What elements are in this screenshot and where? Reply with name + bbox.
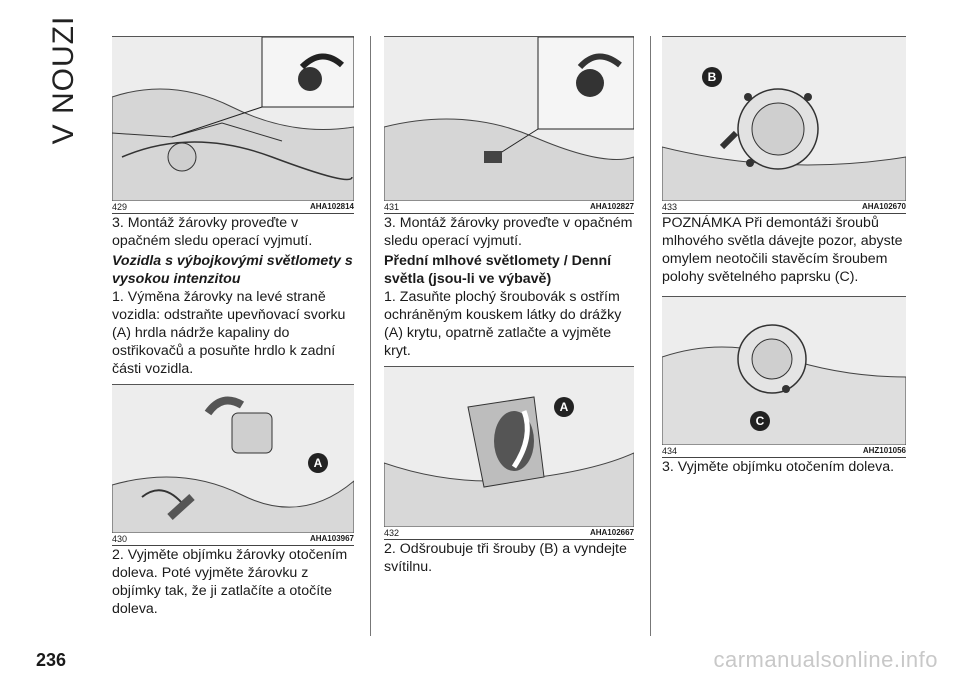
figure-431-illustration (384, 37, 634, 201)
column-divider (650, 36, 651, 636)
paragraph: 3. Vyjměte objímku otočením doleva. (662, 459, 895, 475)
section-heading: Vozidla s výbojkovými světlomety s vysokou intenzitou (112, 253, 353, 287)
paragraph: 1. Výměna žárovky na levé straně vozidla: odstraňte upevňovací svorku (A) hrdla nádrže kapaliny do ostřikovačů a posuňte hrdlo k zadní části vozidla. (112, 289, 346, 377)
column-3 (662, 36, 906, 476)
paragraph: POZNÁMKA Při demontáži šroubů mlhového světla dávejte pozor, abyste omylem neotočili stavěcím šroubem polohy světelného paprsku (C). (662, 215, 903, 285)
page-number: 236 (36, 650, 67, 670)
figure-430 (112, 384, 354, 546)
paragraph: 3. Montáž žárovky proveďte v opačném sledu operací vyjmutí. (112, 215, 313, 249)
figure-429 (112, 36, 354, 214)
paragraph: 2. Odšroubuje tři šrouby (B) a vyndejte svítilnu. (384, 541, 627, 575)
figure-432-illustration (384, 367, 634, 527)
figure-caption: 433 AHA102670 (662, 202, 906, 212)
figure-label-a: A (559, 400, 569, 414)
figure-caption: 431 AHA102827 (384, 202, 634, 212)
figure-434 (662, 296, 906, 458)
figure-430-illustration (112, 385, 354, 533)
section-title: V NOUZI (47, 15, 80, 145)
column-divider (370, 36, 371, 636)
figure-434-illustration (662, 297, 906, 445)
figure-432 (384, 366, 634, 540)
section-heading: Přední mlhové světlomety / Denní světla (jsou-li ve výbavě) (384, 253, 612, 287)
paragraph: 3. Montáž žárovky proveďte v opačném sledu operací vyjmutí. (384, 215, 633, 249)
figure-caption: 429 AHA102814 (112, 202, 354, 212)
figure-433-illustration (662, 37, 906, 201)
column-1 (112, 36, 354, 618)
figure-429-illustration (112, 37, 354, 201)
figure-caption: 432 AHA102667 (384, 528, 634, 538)
figure-label-a: A (313, 456, 323, 470)
watermark: carmanualsonline.info (713, 647, 938, 672)
figure-431 (384, 36, 634, 214)
figure-caption: 430 AHA103967 (112, 534, 354, 544)
column-2 (384, 36, 634, 576)
figure-label-c: C (755, 414, 765, 428)
figure-433 (662, 36, 906, 214)
paragraph: 1. Zasuňte plochý šroubovák s ostřím ochráněným kouskem látky do drážky (A) krytu, opatrně zatlačte a vyjměte kryt. (384, 289, 622, 359)
figure-label-b: B (707, 70, 717, 84)
paragraph: 2. Vyjměte objímku žárovky otočením doleva. Poté vyjměte žárovku z objímky tak, že ji zatlačíte a otočíte doleva. (112, 547, 348, 617)
figure-caption: 434 AHZ101056 (662, 446, 906, 456)
